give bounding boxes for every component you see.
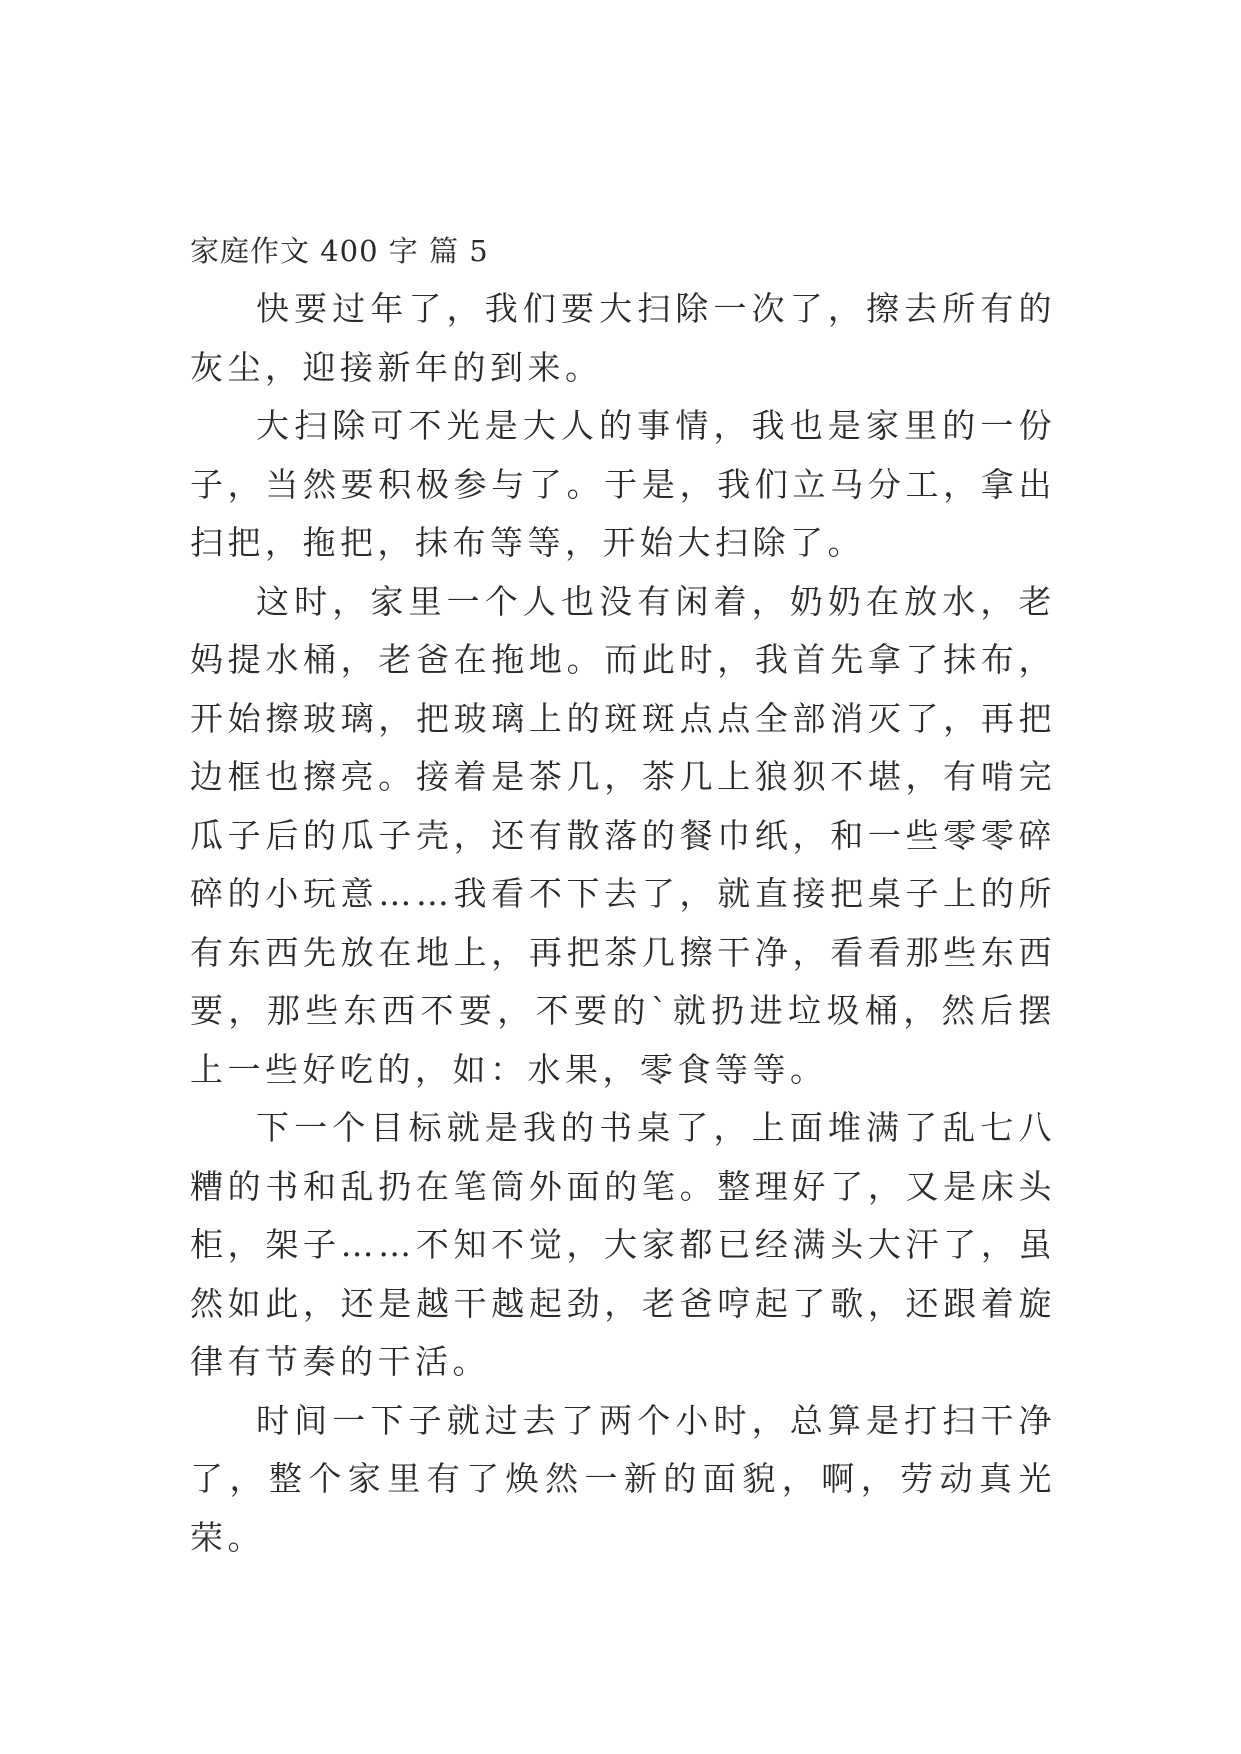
- paragraph-5: 时间一下子就过去了两个小时，总算是打扫干净了，整个家里有了焕然一新的面貌，啊，劳动真光荣。: [190, 1400, 1056, 1557]
- essay-title: 家庭作文 400 字 篇 5: [190, 234, 489, 268]
- paragraph-3: 这时，家里一个人也没有闲着，奶奶在放水，老妈提水桶，老爸在拖地。而此时，我首先拿了抹布，开始擦玻璃，把玻璃上的斑斑点点全部消灭了，再把边框也擦亮。接着是茶几，茶几上狼狈不堪，有啃完瓜子后的瓜子壳，还有散落的餐巾纸，和一些零零碎碎的小玩意……我看不下去了，就直接把桌子上的所有东西先放在地上，再把茶几擦干净，看看那些东西要，那些东西不要，不要的`就扔进垃圾桶，然后摆上一些好吃的，如：水果，零食等等。: [190, 581, 1056, 1089]
- paragraph-4: 下一个目标就是我的书桌了，上面堆满了乱七八糟的书和乱扔在笔筒外面的笔。整理好了，又是床头柜，架子……不知不觉，大家都已经满头大汗了，虽然如此，还是越干越起劲，老爸哼起了歌，还跟着旋律有节奏的干活。: [190, 1108, 1056, 1381]
- document-page: [190, 222, 1056, 1567]
- paragraph-1: 快要过年了，我们要大扫除一次了，擦去所有的灰尘，迎接新年的到来。: [190, 289, 1056, 387]
- paragraph-2: 大扫除可不光是大人的事情，我也是家里的一份子，当然要积极参与了。于是，我们立马分工，拿出扫把，拖把，抹布等等，开始大扫除了。: [190, 406, 1056, 562]
